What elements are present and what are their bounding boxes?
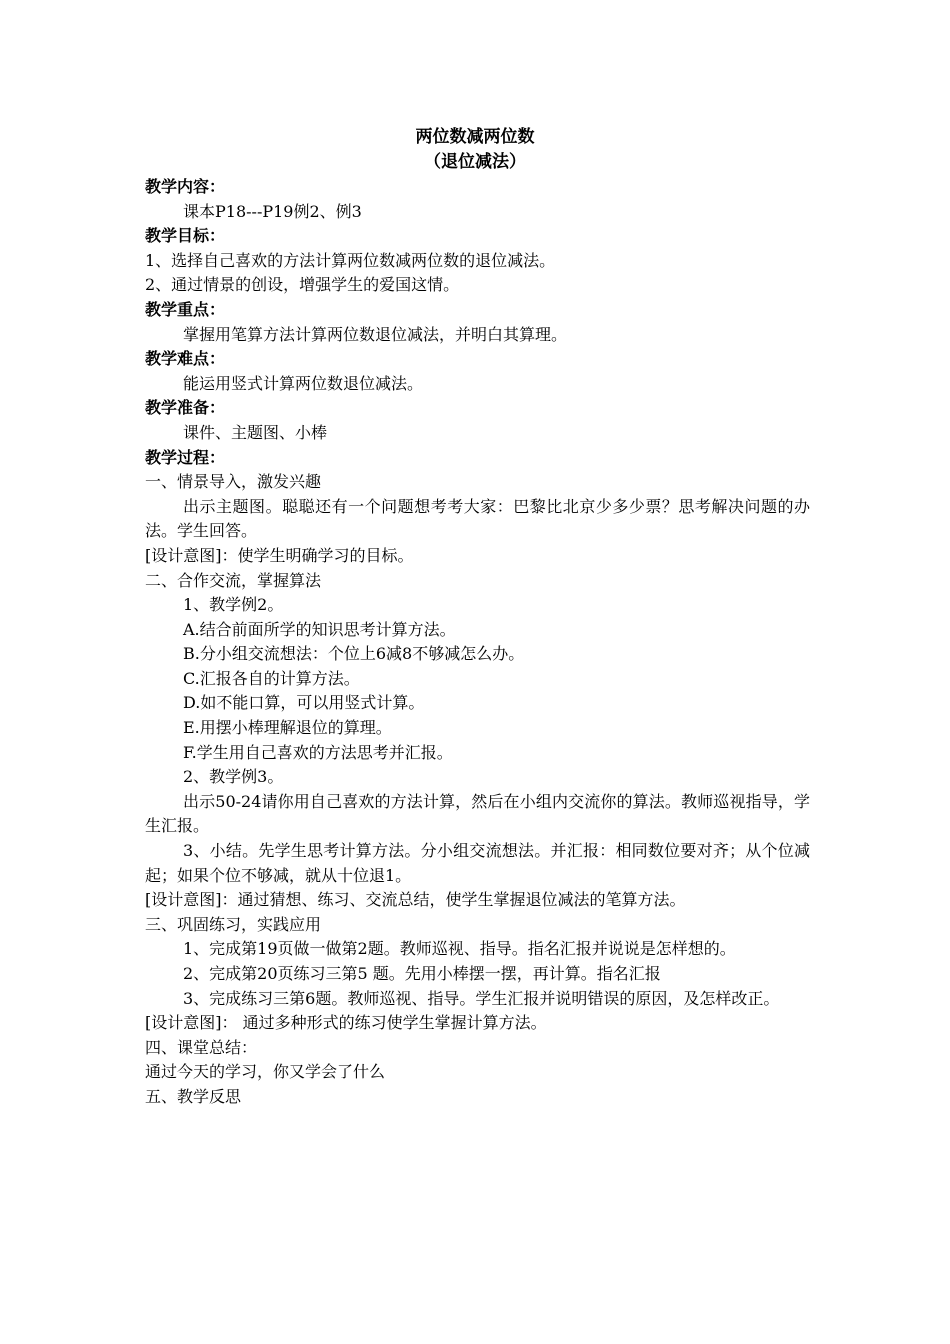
paragraph: B.分小组交流想法：个位上6减8不够减怎么办。 bbox=[183, 644, 525, 664]
paragraph: 2、教学例3。 bbox=[183, 767, 284, 787]
paragraph: 一、情景导入，激发兴趣 bbox=[145, 472, 322, 492]
paragraph: [设计意图]：使学生明确学习的目标。 bbox=[145, 545, 414, 565]
paragraph: A.结合前面所学的知识思考计算方法。 bbox=[183, 619, 456, 639]
paragraph: 四、课堂总结： bbox=[145, 1037, 258, 1057]
paragraph: F.学生用自己喜欢的方法思考并汇报。 bbox=[183, 742, 453, 762]
paragraph: D.如不能口算，可以用竖式计算。 bbox=[183, 693, 425, 713]
paragraph: 1、选择自己喜欢的方法计算两位数减两位数的退位减法。 bbox=[145, 250, 556, 270]
document-body bbox=[145, 175, 810, 1110]
paragraph: E.用摆小棒理解退位的算理。 bbox=[183, 718, 392, 738]
paragraph: 3、完成练习三第6题。教师巡视、指导。学生汇报并说明错误的原因，及怎样改正。 bbox=[183, 988, 780, 1008]
paragraph: [设计意图]： 通过多种形式的练习使学生掌握计算方法。 bbox=[145, 1013, 547, 1033]
section-heading: 教学过程： bbox=[145, 447, 226, 467]
paragraph: 能运用竖式计算两位数退位减法。 bbox=[183, 373, 424, 393]
paragraph: 通过今天的学习，你又学会了什么 bbox=[145, 1062, 386, 1082]
paragraph: 2、完成第20页练习三第5 题。先用小棒摆一摆，再计算。指名汇报 bbox=[183, 964, 661, 983]
paragraph: 2、通过情景的创设，增强学生的爱国这情。 bbox=[145, 275, 460, 295]
section-heading: 教学准备： bbox=[145, 398, 226, 418]
paragraph: 出示主题图。聪聪还有一个问题想考考大家：巴黎比北京少多少票？思考解决问题的办法。学生回答。 bbox=[145, 496, 810, 541]
paragraph: 掌握用笔算方法计算两位数退位减法，并明白其算理。 bbox=[183, 324, 568, 344]
section-heading: 教学内容： bbox=[145, 177, 226, 196]
paragraph: 1、教学例2。 bbox=[183, 595, 284, 615]
paragraph: 1、完成第19页做一做第2题。教师巡视、指导。指名汇报并说说是怎样想的。 bbox=[183, 939, 736, 959]
document-subtitle: （退位减法） bbox=[424, 152, 526, 172]
section-heading: 教学难点： bbox=[145, 349, 226, 369]
paragraph: [设计意图]：通过猜想、练习、交流总结，使学生掌握退位减法的笔算方法。 bbox=[145, 890, 686, 910]
document-title: 两位数减两位数 bbox=[415, 127, 535, 147]
paragraph: 二、合作交流，掌握算法 bbox=[145, 570, 322, 590]
paragraph: 三、巩固练习，实践应用 bbox=[145, 914, 322, 934]
paragraph: 课本P18---P19例2、例3 bbox=[183, 201, 362, 221]
paragraph: 课件、主题图、小棒 bbox=[183, 422, 328, 442]
paragraph: 3、小结。先学生思考计算方法。分小组交流想法。并汇报：相同数位要对齐；从个位减起；如果个位不够减，就从十位退1。 bbox=[145, 841, 810, 885]
paragraph: 出示50-24请你用自己喜欢的方法计算，然后在小组内交流你的算法。教师巡视指导，学生汇报。 bbox=[145, 791, 810, 836]
section-heading: 教学目标： bbox=[145, 226, 226, 246]
paragraph: C.汇报各自的计算方法。 bbox=[183, 668, 360, 688]
paragraph: 五、教学反思 bbox=[145, 1086, 242, 1106]
section-heading: 教学重点： bbox=[145, 299, 226, 319]
